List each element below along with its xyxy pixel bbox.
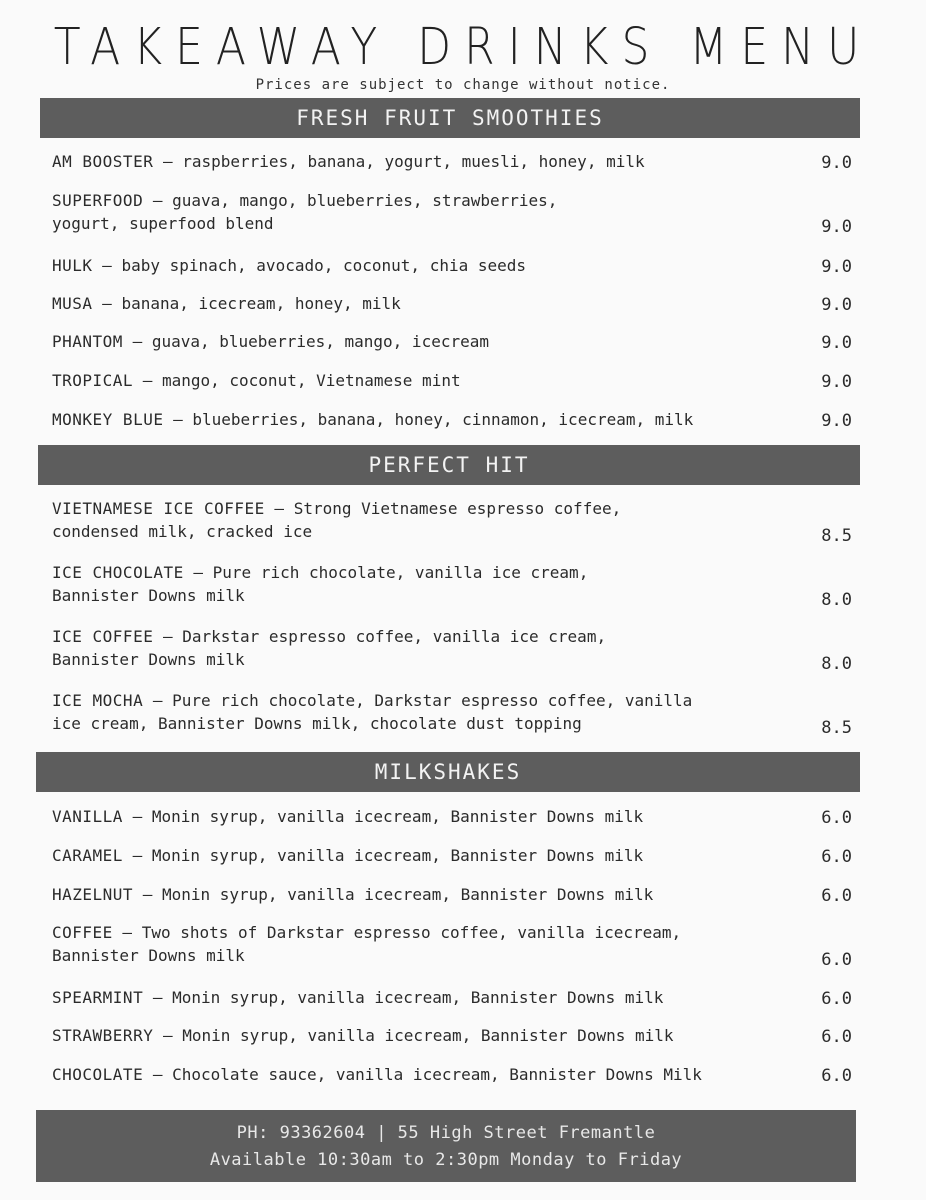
item-price: 8.0	[821, 654, 852, 674]
item-price: 9.0	[821, 257, 852, 277]
item-description: blueberries, banana, honey, cinnamon, icecream, milk	[192, 410, 694, 429]
item-price: 6.0	[821, 989, 852, 1009]
item-name: COFFEE	[52, 923, 113, 942]
item-description: baby spinach, avocado, coconut, chia seeds	[121, 256, 527, 275]
item-name: ICE COFFEE	[52, 627, 154, 646]
item-description: mango, coconut, Vietnamese mint	[161, 371, 461, 390]
item-price: 9.0	[821, 217, 852, 237]
item-price: 9.0	[821, 153, 852, 173]
item-price: 6.0	[821, 808, 852, 828]
item-description: Monin syrup, vanilla icecream, Bannister Downs milk	[151, 846, 644, 865]
footer-phone-address: PH: 93362604 | 55 High Street Fremantle	[236, 1123, 656, 1143]
footer-contact	[36, 1110, 856, 1182]
item-description: Darkstar espresso coffee, vanilla ice cream, Bannister Downs milk	[52, 627, 607, 669]
item-name: ICE CHOCOLATE	[52, 563, 184, 582]
item-description: raspberries, banana, yogurt, muesli, honey, milk	[182, 152, 645, 171]
item-price: 8.5	[821, 526, 852, 546]
item-name: CARAMEL	[52, 846, 123, 865]
item-name: AM BOOSTER	[52, 152, 154, 171]
item-price: 6.0	[821, 1027, 852, 1047]
item-description: Pure rich chocolate, vanilla ice cream, Bannister Downs milk	[52, 563, 589, 605]
item-description: Pure rich chocolate, Darkstar espresso coffee, vanilla ice cream, Bannister Downs milk, chocolate dust topping	[52, 691, 693, 733]
menu-title: TAKEAWAY DRINKS MENU	[53, 18, 873, 77]
item-name: SUPERFOOD	[52, 191, 144, 210]
item-price: 6.0	[821, 1066, 852, 1086]
section-heading-perfect-hit: PERFECT HIT	[38, 445, 860, 485]
item-description: Monin syrup, vanilla icecream, Bannister Downs milk	[182, 1026, 674, 1045]
item-description: guava, blueberries, mango, icecream	[151, 332, 489, 351]
item-price: 6.0	[821, 950, 852, 970]
item-name: VIETNAMESE ICE COFFEE	[52, 499, 265, 518]
item-description: guava, mango, blueberries, strawberries, yogurt, superfood blend	[52, 191, 558, 233]
item-price: 8.5	[821, 718, 852, 738]
item-name: MONKEY BLUE	[52, 410, 164, 429]
item-name: ICE MOCHA	[52, 691, 144, 710]
item-price: 6.0	[821, 886, 852, 906]
item-description: Monin syrup, vanilla icecream, Bannister Downs milk	[161, 885, 654, 904]
item-price: 9.0	[821, 295, 852, 315]
item-name: STRAWBERRY	[52, 1026, 154, 1045]
footer-hours: Available 10:30am to 2:30pm Monday to Friday	[209, 1150, 683, 1170]
item-price: 9.0	[821, 372, 852, 392]
section-heading-milkshakes: MILKSHAKES	[36, 752, 860, 792]
item-description: Strong Vietnamese espresso coffee, condensed milk, cracked ice	[52, 499, 622, 541]
section-heading-smoothies: FRESH FRUIT SMOOTHIES	[40, 98, 860, 138]
item-price: 6.0	[821, 847, 852, 867]
item-price: 8.0	[821, 590, 852, 610]
item-name: HULK	[52, 256, 93, 275]
item-name: VANILLA	[52, 807, 123, 826]
item-name: CHOCOLATE	[52, 1065, 144, 1084]
item-description: banana, icecream, honey, milk	[121, 294, 401, 313]
item-description: Monin syrup, vanilla icecream, Bannister Downs milk	[151, 807, 644, 826]
item-name: SPEARMINT	[52, 988, 144, 1007]
item-price: 9.0	[821, 333, 852, 353]
item-description: Two shots of Darkstar espresso coffee, vanilla icecream, Bannister Downs milk	[52, 923, 682, 965]
price-notice: Prices are subject to change without notice.	[255, 77, 671, 93]
item-name: HAZELNUT	[52, 885, 134, 904]
item-name: TROPICAL	[52, 371, 134, 390]
item-price: 9.0	[821, 411, 852, 431]
item-description: Monin syrup, vanilla icecream, Bannister Downs milk	[172, 988, 664, 1007]
item-name: MUSA	[52, 294, 93, 313]
item-name: PHANTOM	[52, 332, 123, 351]
item-description: Chocolate sauce, vanilla icecream, Bannister Downs Milk	[172, 1065, 702, 1084]
